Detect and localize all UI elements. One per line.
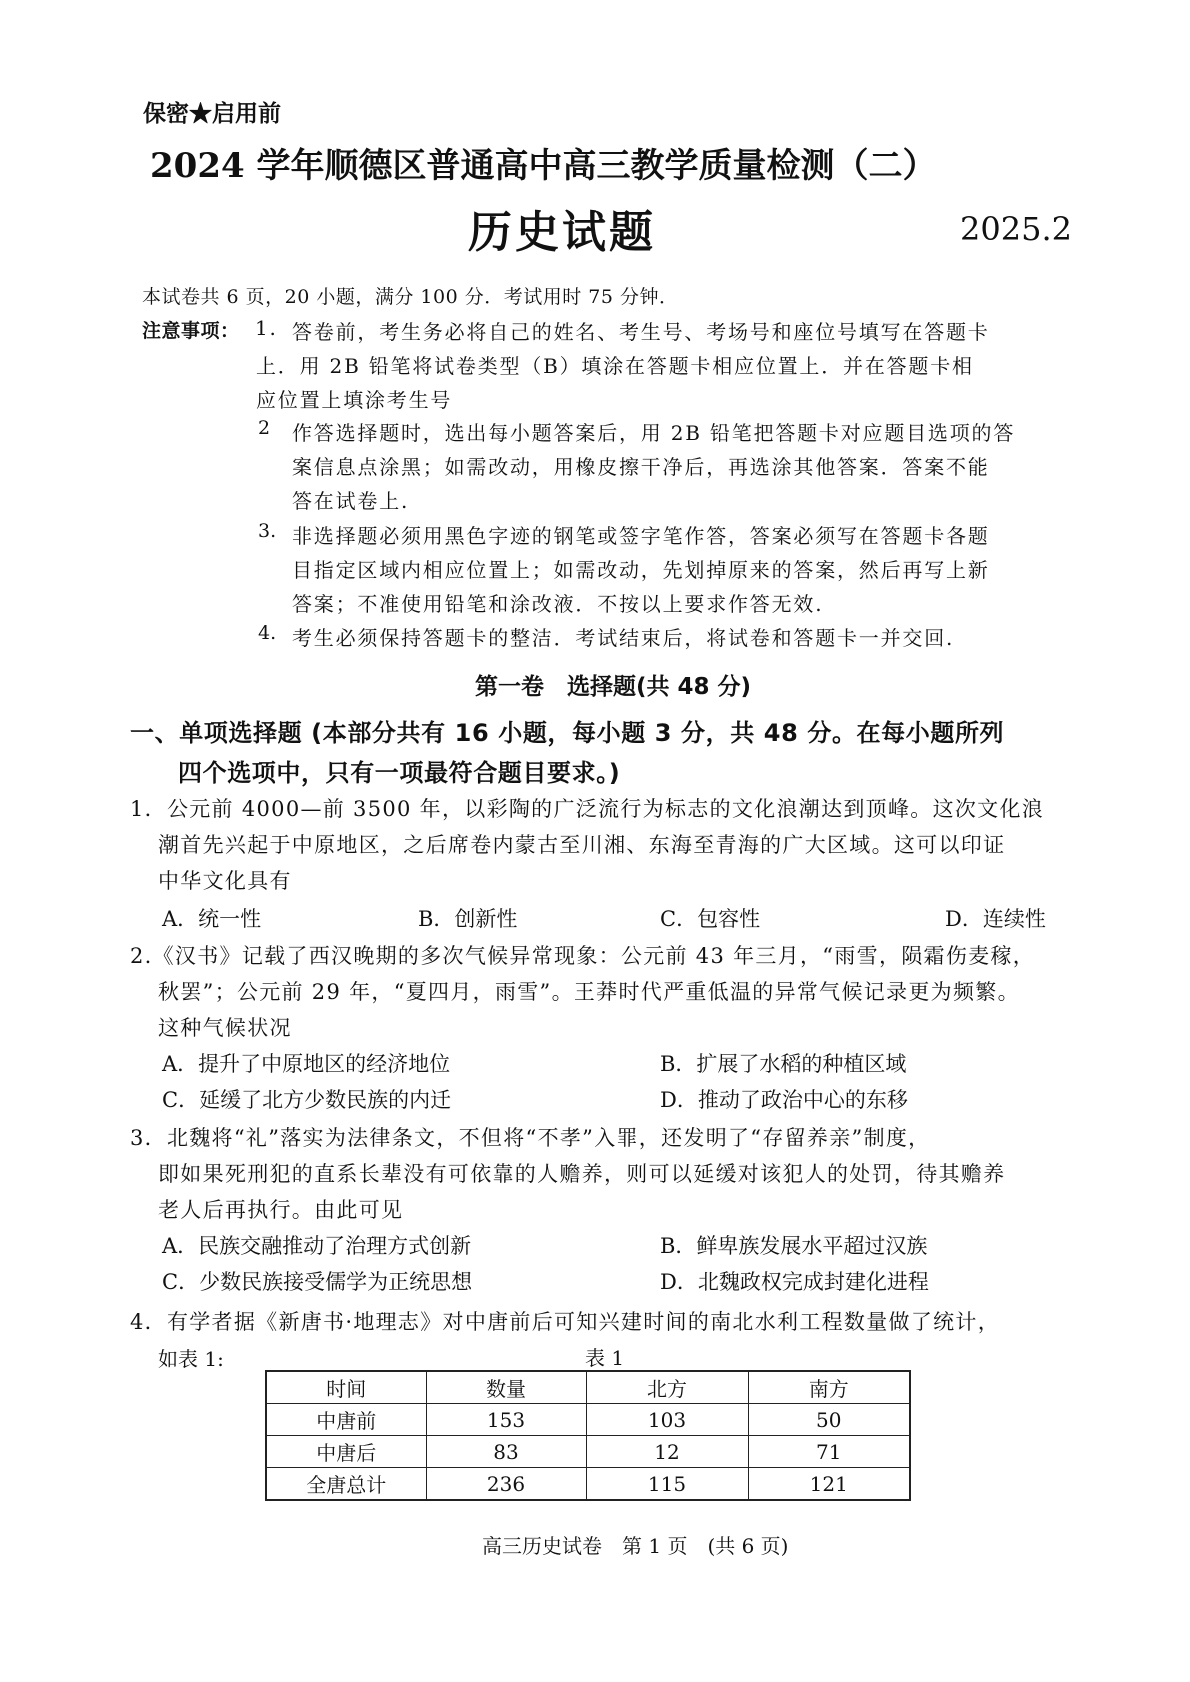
table-cell: 12	[586, 1436, 748, 1468]
table-row	[266, 1468, 910, 1501]
question-3-option-c: C．少数民族接受儒学为正统思想	[162, 1270, 473, 1294]
question-2-line-1: 2.《汉书》记载了西汉晚期的多次气候异常现象：公元前 43 年三月，“雨雪，陨霜伤麦稼，	[130, 944, 1036, 968]
table-caption: 表 1	[585, 1346, 625, 1370]
table-cell: 中唐后	[266, 1436, 426, 1468]
question-2-option-c: C．延缓了北方少数民族的内迁	[162, 1088, 452, 1112]
question-2-line-2: 秋罢”；公元前 29 年，“夏四月，雨雪”。王莽时代严重低温的异常气候记录更为频繁。	[158, 980, 1020, 1004]
table-cell: 153	[426, 1404, 586, 1436]
data-table	[265, 1370, 911, 1501]
question-3-option-b: B．鲜卑族发展水平超过汉族	[660, 1234, 928, 1258]
table-header-cell: 数量	[426, 1371, 586, 1404]
table-row	[266, 1404, 910, 1436]
question-1-option-d: D．连续性	[945, 907, 1046, 931]
notice-1-number: 1.	[255, 316, 278, 340]
table-header-cell: 南方	[748, 1371, 910, 1404]
exam-date: 2025.2	[960, 210, 1072, 248]
section-title-continued: 四个选项中，只有一项最符合题目要求。)	[178, 759, 621, 787]
table-header-cell: 时间	[266, 1371, 426, 1404]
table-row	[266, 1436, 910, 1468]
table-cell: 83	[426, 1436, 586, 1468]
notice-3-number: 3.	[258, 520, 277, 542]
question-4-line-1: 4．有学者据《新唐书·地理志》对中唐前后可知兴建时间的南北水利工程数量做了统计，	[130, 1310, 1001, 1334]
question-3-line-2: 即如果死刑犯的直系长辈没有可依靠的人赡养，则可以延缓对该犯人的处罚，待其赡养	[158, 1162, 1006, 1186]
table-cell: 中唐前	[266, 1404, 426, 1436]
table-cell: 全唐总计	[266, 1468, 426, 1501]
table-cell: 103	[586, 1404, 748, 1436]
notice-2-line-1: 作答选择题时，选出每小题答案后，用 2B 铅笔把答题卡对应题目选项的答	[292, 421, 1016, 445]
notice-1-line-2: 上．用 2B 铅笔将试卷类型（B）填涂在答题卡相应位置上．并在答题卡相	[256, 354, 974, 378]
table-cell: 121	[748, 1468, 910, 1501]
question-2-option-b: B．扩展了水稻的种植区域	[660, 1052, 907, 1076]
notice-3-line-1: 非选择题必须用黑色字迹的钢笔或签字笔作答，答案必须写在答题卡各题	[292, 524, 990, 548]
page-footer: 高三历史试卷 第 1 页 (共 6 页)	[482, 1534, 789, 1558]
notice-3-line-3: 答案；不准使用铅笔和涂改液．不按以上要求作答无效.	[292, 592, 824, 616]
table-cell: 115	[586, 1468, 748, 1501]
question-3-option-a: A．民族交融推动了治理方式创新	[162, 1234, 472, 1258]
question-1-option-b: B．创新性	[418, 907, 518, 931]
notice-2-line-2: 案信息点涂黑；如需改动，用橡皮擦干净后，再选涂其他答案．答案不能	[292, 455, 990, 479]
section-title: 一、单项选择题 (本部分共有 16 小题，每小题 3 分，共 48 分。在每小题所列	[130, 719, 1005, 747]
table-cell: 236	[426, 1468, 586, 1501]
notice-2-line-3: 答在试卷上.	[292, 489, 410, 513]
question-3-option-d: D．北魏政权完成封建化进程	[660, 1270, 929, 1294]
table-cell: 71	[748, 1436, 910, 1468]
question-2-option-d: D．推动了政治中心的东移	[660, 1088, 908, 1112]
question-3-line-1: 3．北魏将“礼”落实为法律条文，不但将“不孝”入罪，还发明了“存留养亲”制度，	[130, 1126, 931, 1150]
question-3-line-3: 老人后再执行。由此可见	[158, 1198, 404, 1222]
notice-2-number: 2	[258, 417, 271, 439]
question-1-line-1: 1．公元前 4000—前 3500 年，以彩陶的广泛流行为标志的文化浪潮达到顶峰。这次文化浪	[130, 797, 1045, 821]
table-header-row	[266, 1371, 910, 1404]
notice-4-line-1: 考生必须保持答题卡的整洁．考试结束后，将试卷和答题卡一并交回.	[292, 626, 955, 650]
question-2-line-3: 这种气候状况	[158, 1016, 292, 1040]
question-2-option-a: A．提升了中原地区的经济地位	[162, 1052, 451, 1076]
question-1-line-2: 潮首先兴起于中原地区，之后席卷内蒙古至川湘、东海至青海的广大区域。这可以印证	[158, 833, 1006, 857]
confidential-mark: 保密★启用前	[143, 100, 281, 127]
exam-title: 2024 学年顺德区普通高中高三教学质量检测（二）	[150, 146, 937, 186]
notice-1-line-3: 应位置上填涂考生号	[256, 388, 453, 412]
table-reference: 如表 1:	[158, 1347, 224, 1371]
exam-intro: 本试卷共 6 页，20 小题，满分 100 分．考试用时 75 分钟．	[142, 286, 679, 308]
subject-title: 历史试题	[468, 207, 656, 258]
question-1-option-c: C．包容性	[660, 907, 761, 931]
question-1-line-3: 中华文化具有	[158, 869, 292, 893]
notice-4-number: 4.	[258, 622, 277, 644]
part-title: 第一卷 选择题(共 48 分)	[475, 674, 752, 700]
notice-label: 注意事项：	[142, 320, 240, 342]
notice-3-line-2: 目指定区域内相应位置上；如需改动，先划掉原来的答案，然后再写上新	[292, 558, 990, 582]
question-1-option-a: A．统一性	[162, 907, 262, 931]
table-header-cell: 北方	[586, 1371, 748, 1404]
table-cell: 50	[748, 1404, 910, 1436]
notice-1-line-1: 答卷前，考生务必将自己的姓名、考生号、考场号和座位号填写在答题卡	[292, 320, 990, 344]
